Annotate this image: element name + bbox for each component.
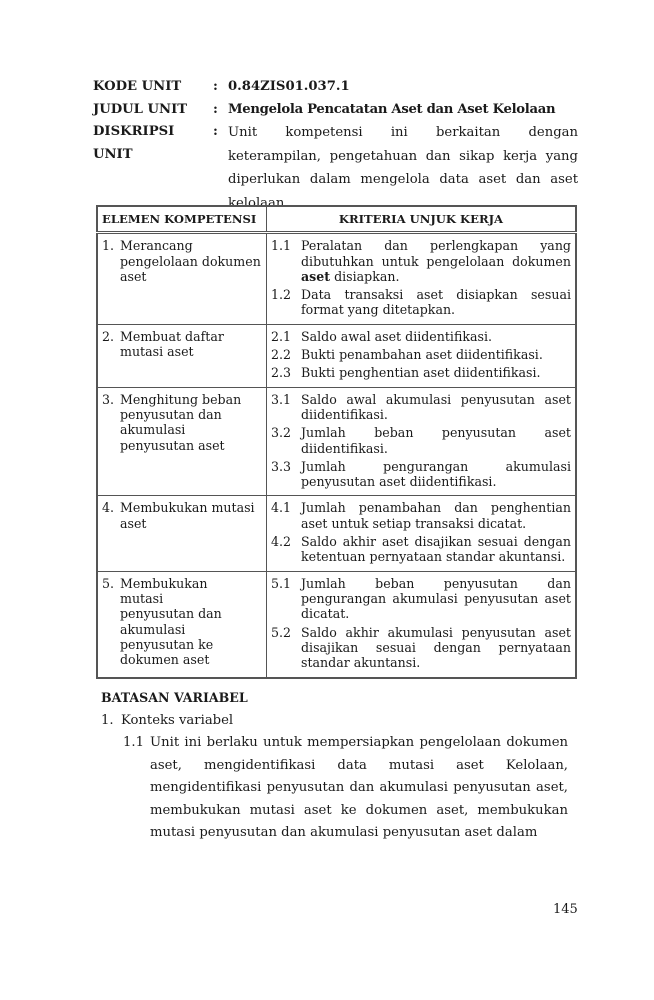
batasan-variabel-section	[101, 687, 568, 845]
criteria-item	[271, 329, 571, 344]
table-row	[97, 233, 576, 324]
element-cell	[97, 324, 267, 387]
criteria-cell	[267, 387, 577, 496]
criteria-text: Saldo awal akumulasi penyusutan aset diidentifikasi.	[301, 391, 571, 422]
criteria-number: 1.2	[271, 287, 292, 303]
criteria-text: Saldo awal aset diidentifikasi.	[301, 328, 492, 344]
colon: :	[213, 79, 218, 94]
table-row	[97, 387, 576, 496]
criteria-text: Jumlah pengurangan akumulasi penyusutan aset diidentifikasi.	[301, 458, 571, 490]
criteria-item	[271, 425, 571, 456]
element-cell	[97, 496, 267, 571]
judul-unit-value: Mengelola Pencatatan Aset dan Aset Kelolaan	[228, 101, 556, 117]
sub-list-item	[123, 732, 568, 845]
criteria-text: Jumlah beban penyusutan dan pengurangan akumulasi penyusutan aset dicatat.	[301, 575, 571, 622]
element-number: 3.	[102, 391, 115, 407]
page-number: 145	[553, 902, 578, 917]
element-number: 2.	[102, 328, 115, 344]
element-text: Merancang pengelolaan dokumen aset	[120, 238, 261, 284]
element-number: 4.	[102, 500, 115, 516]
criteria-number: 3.3	[271, 458, 292, 474]
kode-unit-row	[93, 76, 578, 99]
deskripsi-unit-label: DISKRIPSI UNIT	[93, 124, 175, 162]
element-number: 5.	[102, 575, 115, 591]
criteria-item	[271, 392, 571, 423]
bold-term: aset	[301, 268, 331, 284]
criteria-number: 1.1	[271, 238, 292, 254]
criteria-item	[271, 576, 571, 622]
criteria-item	[271, 287, 571, 318]
criteria-text: Bukti penambahan aset diidentifikasi.	[301, 347, 543, 363]
criteria-item	[271, 534, 571, 565]
criteria-number: 3.2	[271, 425, 292, 441]
criteria-item	[271, 500, 571, 531]
header-elemen-kompetensi: ELEMEN KOMPETENSI	[97, 206, 267, 233]
criteria-text: Data transaksi aset disiapkan sesuai format yang ditetapkan.	[301, 287, 571, 318]
deskripsi-unit-value: Unit kompetensi ini berkaitan dengan keterampilan, pengetahuan dan sikap kerja yang diperlukan dalam mengelola data aset dan aset kelolaan.	[228, 125, 578, 211]
criteria-number: 2.3	[271, 365, 292, 381]
criteria-text: Saldo akhir akumulasi penyusutan aset disajikan sesuai dengan pernyataan standar akuntansi.	[301, 624, 571, 671]
criteria-number: 2.2	[271, 347, 292, 363]
colon: :	[213, 101, 218, 117]
element-cell	[97, 233, 267, 324]
judul-unit-row	[93, 99, 578, 122]
list-number: 1.	[101, 713, 114, 728]
list-label: Konteks variabel	[121, 713, 234, 728]
table-row	[97, 496, 576, 571]
criteria-item	[271, 459, 571, 490]
table-row	[97, 571, 576, 678]
criteria-item	[271, 347, 571, 362]
element-text: Membuat daftar mutasi aset	[120, 328, 224, 360]
kode-unit-value: 0.84ZIS01.037.1	[228, 79, 350, 94]
criteria-text: Jumlah beban penyusutan aset diidentifikasi.	[301, 425, 571, 456]
criteria-cell	[267, 324, 577, 387]
deskripsi-unit-row	[93, 121, 578, 215]
table-header-row	[97, 206, 576, 233]
criteria-number: 3.1	[271, 391, 292, 407]
table-row	[97, 324, 576, 387]
colon: :	[213, 124, 218, 139]
criteria-item	[271, 625, 571, 671]
criteria-number: 5.2	[271, 624, 292, 640]
competency-table	[96, 205, 577, 679]
criteria-text: Jumlah penambahan dan penghentian aset untuk setiap transaksi dicatat.	[301, 500, 571, 531]
criteria-cell	[267, 496, 577, 571]
criteria-cell	[267, 233, 577, 324]
sub-list-text: Unit ini berlaku untuk mempersiapkan pengelolaan dokumen aset, mengidentifikasi data mutasi aset Kelolaan, mengidentifikasi penyusutan dan akumulasi penyusutan aset, membukukan mutasi aset ke dokumen aset, membukukan mutasi penyusutan dan akumulasi penyusutan aset dalam	[150, 735, 568, 841]
element-text: Membukukan mutasi aset	[120, 500, 255, 531]
list-item	[101, 709, 568, 732]
criteria-text: Saldo akhir aset disajikan sesuai dengan ketentuan pernyataan standar akuntansi.	[301, 534, 571, 565]
header-kriteria-unjuk-kerja: KRITERIA UNJUK KERJA	[267, 206, 577, 233]
criteria-text: Peralatan dan perlengkapan yang dibutuhkan untuk pengelolaan dokumen aset disiapkan.	[301, 238, 571, 284]
element-cell	[97, 387, 267, 496]
kode-unit-label: KODE UNIT	[93, 79, 182, 94]
judul-unit-label: JUDUL UNIT	[93, 101, 188, 117]
criteria-text: Bukti penghentian aset diidentifikasi.	[301, 365, 541, 381]
sub-list-number: 1.1	[123, 735, 144, 750]
criteria-item	[271, 238, 571, 284]
criteria-number: 4.1	[271, 500, 292, 516]
criteria-number: 4.2	[271, 534, 292, 550]
element-cell	[97, 571, 267, 678]
element-text: Membukukan mutasi penyusutan dan akumulasi penyusutan ke dokumen aset	[120, 575, 222, 668]
element-text: Menghitung beban penyusutan dan akumulasi penyusutan aset	[120, 391, 242, 453]
element-number: 1.	[102, 238, 115, 254]
unit-metadata	[93, 76, 578, 215]
criteria-number: 5.1	[271, 575, 292, 591]
criteria-cell	[267, 571, 577, 678]
criteria-item	[271, 365, 571, 380]
section-heading: BATASAN VARIABEL	[101, 690, 248, 705]
criteria-number: 2.1	[271, 328, 292, 344]
